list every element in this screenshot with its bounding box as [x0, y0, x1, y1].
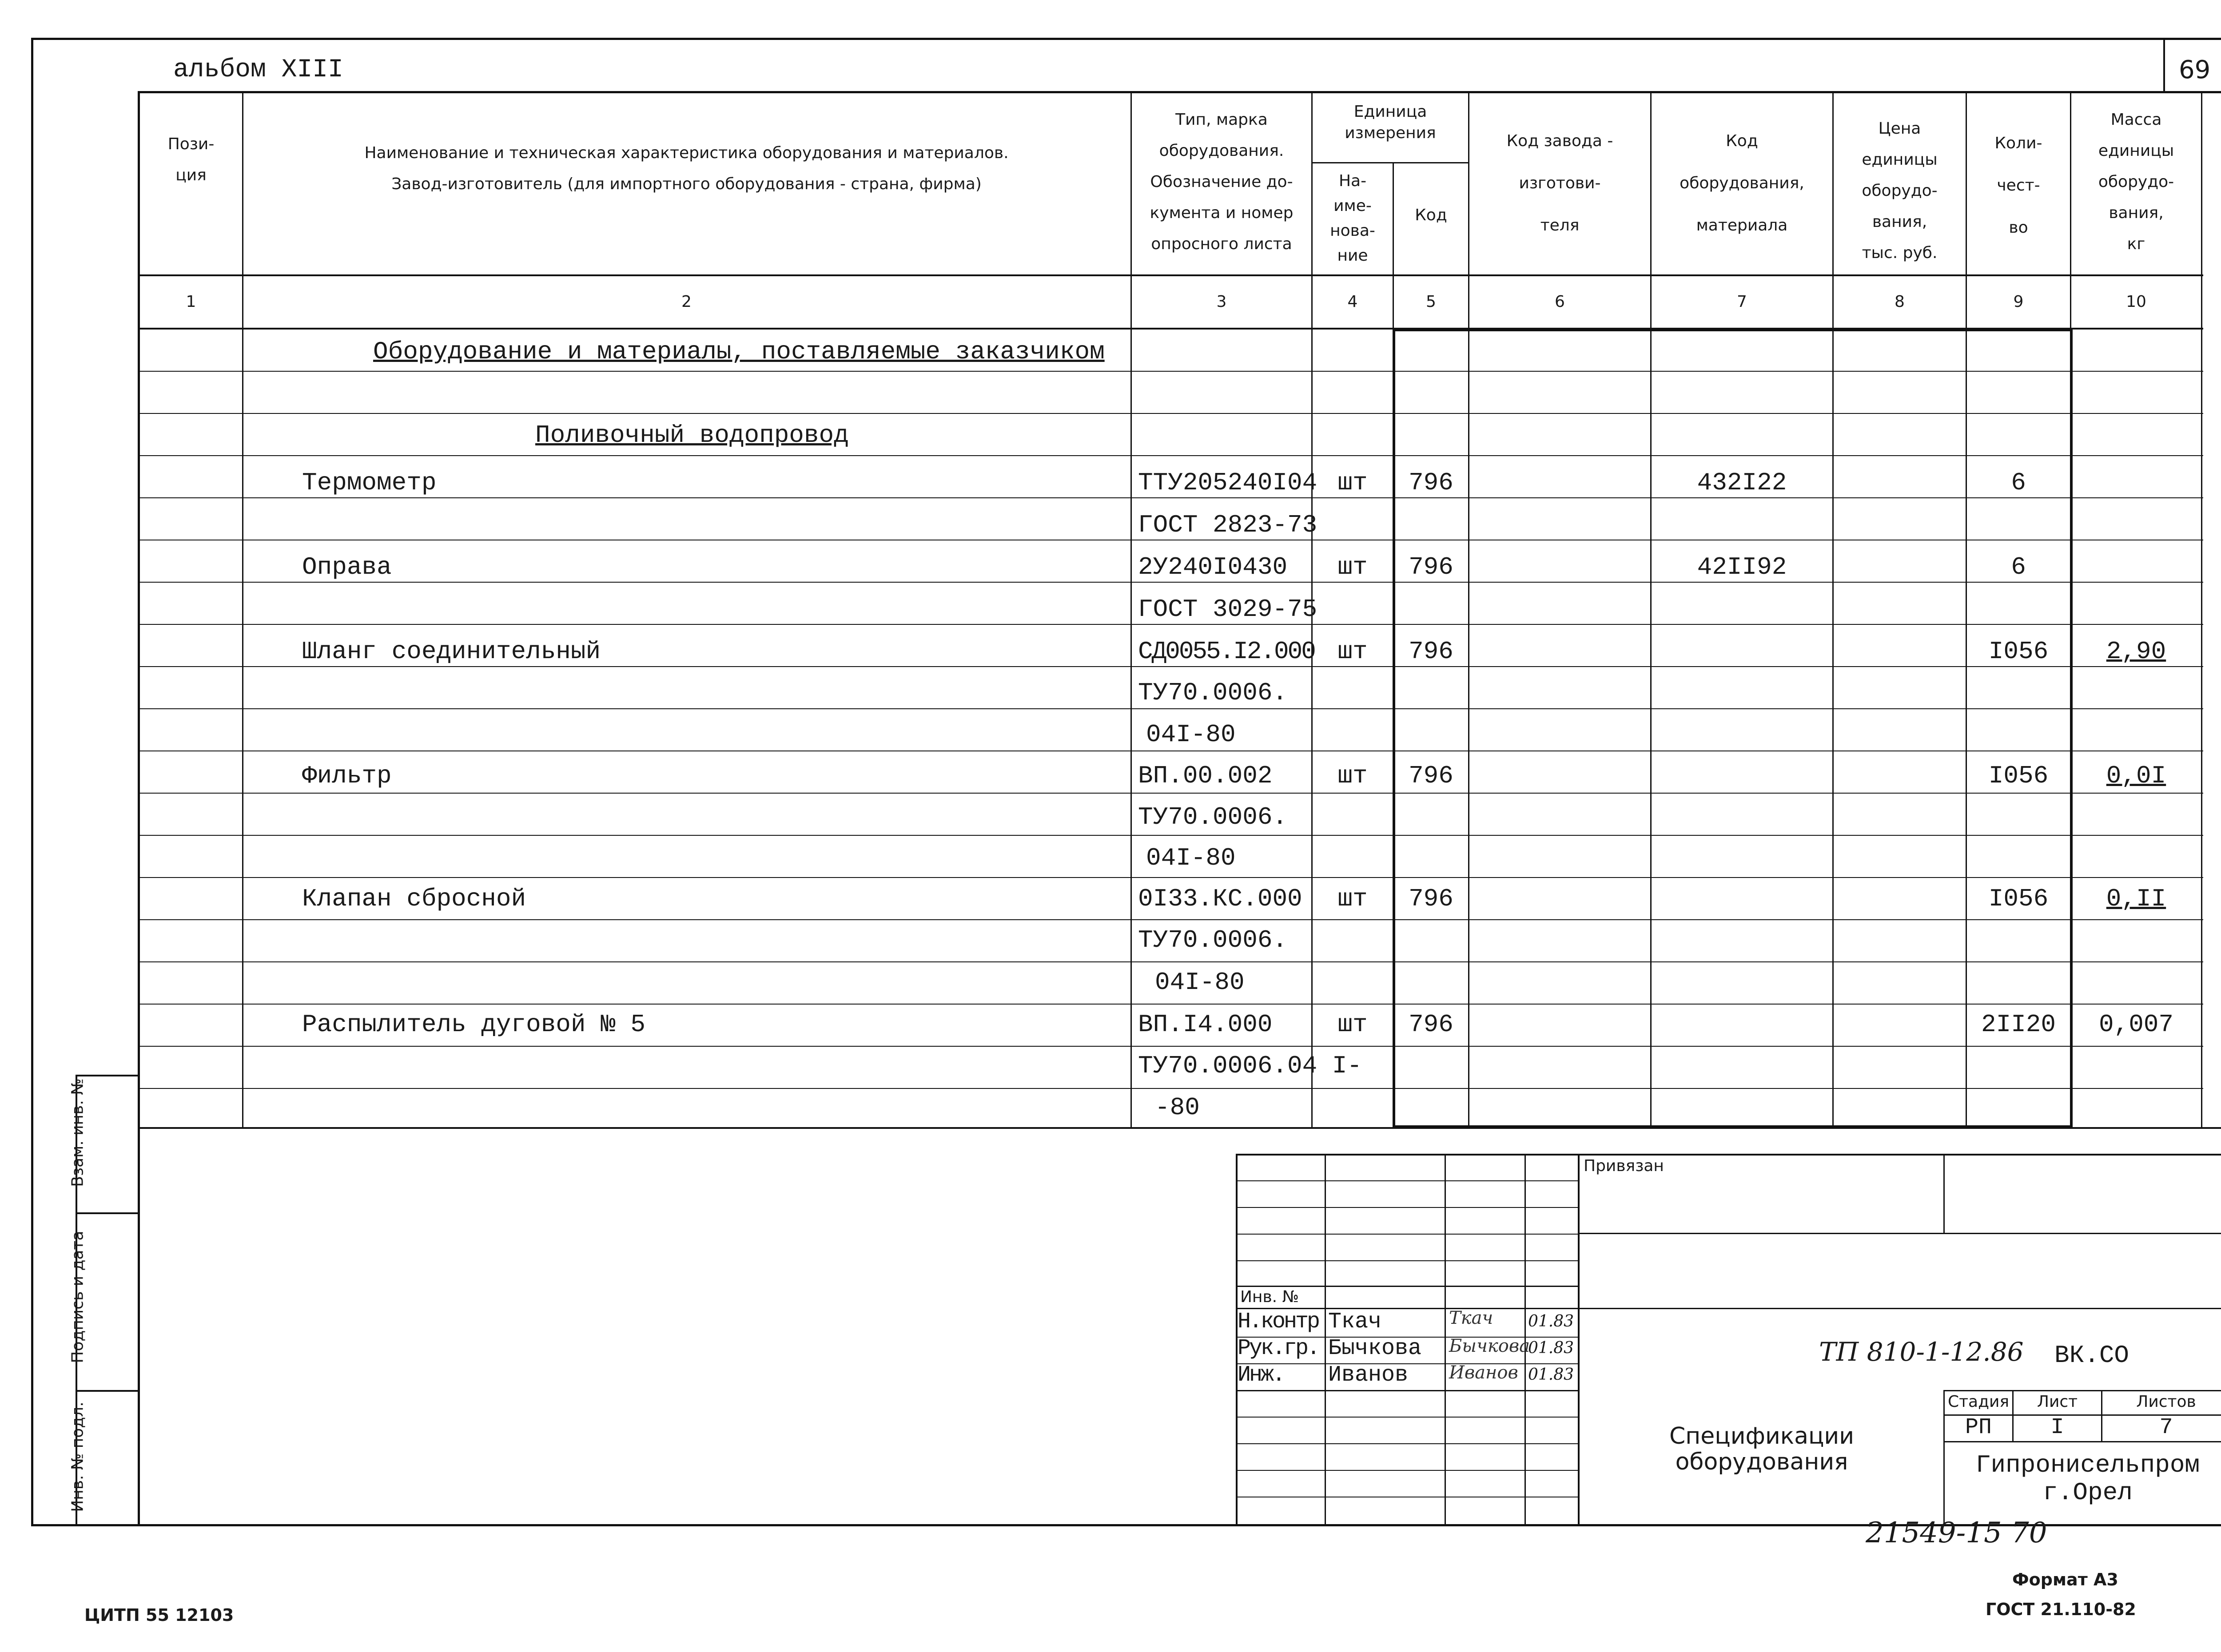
- header-material-code: Код оборудования, материала: [1680, 132, 1804, 234]
- item-doc: 04I-80: [1155, 968, 1245, 997]
- signer-date: 01.83: [1528, 1339, 1574, 1357]
- footer-right: ГОСТ 21.110-82: [1986, 1600, 2136, 1619]
- organization: Гипронисельпром г.Орел: [1975, 1451, 2200, 1507]
- item-doc: 04I-80: [1146, 720, 1236, 749]
- header-unit-name: На- име- нова- ние: [1330, 172, 1375, 265]
- format-label: Формат А3: [2012, 1570, 2118, 1589]
- signer-role: Инж.: [1238, 1362, 1284, 1388]
- item-type: ТТУ205240I04: [1138, 469, 1317, 497]
- item-unit-code: 796: [1409, 637, 1453, 666]
- stamp-privyazan: Привязан: [1584, 1157, 1664, 1175]
- header-price: Цена единицы оборудо- вания, тыс. руб.: [1862, 119, 1938, 262]
- colnum-4: 4: [1347, 293, 1358, 311]
- colnum-8: 8: [1895, 293, 1905, 311]
- item-doc: ГОСТ 3029-75: [1138, 595, 1317, 623]
- item-unit-code: 796: [1409, 885, 1453, 913]
- signer-date: 01.83: [1528, 1312, 1574, 1330]
- item-mass: 0,007: [2098, 1010, 2174, 1039]
- header-name: Наименование и техническая характеристика оборудования и материалов. Завод-изготовитель (для импортного оборудования - страна, фирма): [364, 144, 1009, 193]
- colnum-1: 1: [186, 293, 196, 311]
- item-doc: ТУ70.0006.: [1138, 926, 1288, 954]
- item-unit-code: 796: [1409, 762, 1453, 790]
- item-unit-code: 796: [1409, 469, 1453, 497]
- sheets-label: Листов: [2136, 1393, 2196, 1411]
- item-type: 2У240I0430: [1138, 553, 1288, 581]
- item-mass: 0,0I: [2106, 762, 2166, 790]
- item-name: Термометр: [302, 469, 437, 497]
- item-doc: 04I-80: [1146, 844, 1236, 872]
- signer-name: Иванов: [1328, 1362, 1409, 1388]
- item-unit: шт: [1337, 762, 1368, 790]
- item-quantity: 6: [2011, 553, 2026, 581]
- item-name: Шланг соединительный: [302, 637, 601, 666]
- item-type: СД0055.I2.000: [1138, 637, 1315, 666]
- item-mass: 0,II: [2106, 885, 2166, 913]
- item-name: Клапан сбросной: [302, 885, 526, 913]
- item-name: Фильтр: [302, 762, 392, 790]
- colnum-3: 3: [1216, 293, 1227, 311]
- header-mass: Масса единицы оборудо- вания, кг: [2098, 111, 2174, 253]
- item-quantity: I056: [1988, 762, 2049, 790]
- item-unit: шт: [1337, 469, 1368, 497]
- signer-name: Ткач: [1328, 1309, 1382, 1334]
- stage-value: РП: [1965, 1415, 1992, 1440]
- stage-label: Стадия: [1947, 1393, 2010, 1411]
- header-type: Тип, марка оборудования. Обозначение до- кумента и номер опросного листа: [1150, 111, 1294, 253]
- item-mass: 2,90: [2106, 637, 2166, 666]
- signer-date: 01.83: [1528, 1366, 1574, 1384]
- side-label-signature: Подпись и дата: [68, 1231, 87, 1363]
- signer-signature: Иванов: [1449, 1362, 1518, 1383]
- signer-role: Н.контр: [1238, 1309, 1319, 1334]
- header-quantity: Коли- чест- во: [1994, 134, 2042, 237]
- signer-name: Бычкова: [1328, 1336, 1422, 1361]
- doc-title: Спецификации оборудования: [1669, 1423, 1854, 1475]
- item-material-code: 432I22: [1697, 469, 1787, 497]
- item-unit: шт: [1337, 637, 1368, 666]
- header-position: Пози- ция: [167, 135, 215, 184]
- item-type: ВП.00.002: [1138, 762, 1273, 790]
- header-factory-code: Код завода - изготови- теля: [1506, 132, 1613, 234]
- subsection-title: Поливочный водопровод: [535, 421, 849, 449]
- signer-role: Рук.гр.: [1238, 1336, 1319, 1361]
- stamp-inv-no: Инв. №: [1240, 1288, 1299, 1306]
- item-unit-code: 796: [1409, 553, 1453, 581]
- item-doc: -80: [1155, 1093, 1200, 1122]
- item-unit: шт: [1337, 885, 1368, 913]
- item-doc: ТУ70.0006.04 I-: [1138, 1052, 1362, 1080]
- item-unit: шт: [1337, 553, 1368, 581]
- colnum-9: 9: [2013, 293, 2024, 311]
- colnum-7: 7: [1737, 293, 1747, 311]
- sheet-label: Лист: [2037, 1393, 2078, 1411]
- item-type: 0I33.КС.000: [1138, 885, 1302, 913]
- section-title: Оборудование и материалы, поставляемые заказчиком: [373, 338, 1105, 366]
- signer-signature: Ткач: [1449, 1308, 1493, 1328]
- side-label-vzam: Взам. инв. №: [68, 1078, 87, 1187]
- item-doc: ТУ70.0006.: [1138, 803, 1288, 831]
- side-label-inv: Инв. № подл.: [68, 1402, 87, 1512]
- colnum-5: 5: [1426, 293, 1436, 311]
- sheets-value: 7: [2159, 1415, 2173, 1440]
- signer-signature: Бычкова: [1449, 1336, 1530, 1356]
- item-type: ВП.I4.000: [1138, 1010, 1273, 1039]
- item-name: Распылитель дуговой № 5: [302, 1010, 645, 1039]
- footer-left: ЦИТП 55 12103: [84, 1605, 234, 1625]
- handwritten-number: 21549-15 70: [1866, 1517, 2047, 1549]
- item-unit-code: 796: [1409, 1010, 1453, 1039]
- item-unit: шт: [1337, 1010, 1368, 1039]
- header-unit: Единица измерения: [1345, 103, 1436, 142]
- colnum-10: 10: [2126, 293, 2146, 311]
- sheet-value: I: [2050, 1415, 2064, 1440]
- header-unit-code: Код: [1415, 206, 1447, 224]
- doc-suffix: ВК.СО: [2054, 1341, 2129, 1370]
- colnum-2: 2: [681, 293, 692, 311]
- item-quantity: 6: [2011, 469, 2026, 497]
- item-quantity: I056: [1988, 885, 2049, 913]
- item-name: Оправа: [302, 553, 392, 581]
- item-quantity: 2II20: [1981, 1010, 2056, 1039]
- colnum-6: 6: [1555, 293, 1565, 311]
- page-number: 69: [2179, 56, 2211, 84]
- album-label: альбом XIII: [173, 56, 343, 84]
- item-material-code: 42II92: [1697, 553, 1787, 581]
- item-doc: ТУ70.0006.: [1138, 679, 1288, 707]
- item-doc: ГОСТ 2823-73: [1138, 511, 1317, 539]
- item-quantity: I056: [1988, 637, 2049, 666]
- doc-code: ТП 810-1-12.86: [1819, 1337, 2024, 1367]
